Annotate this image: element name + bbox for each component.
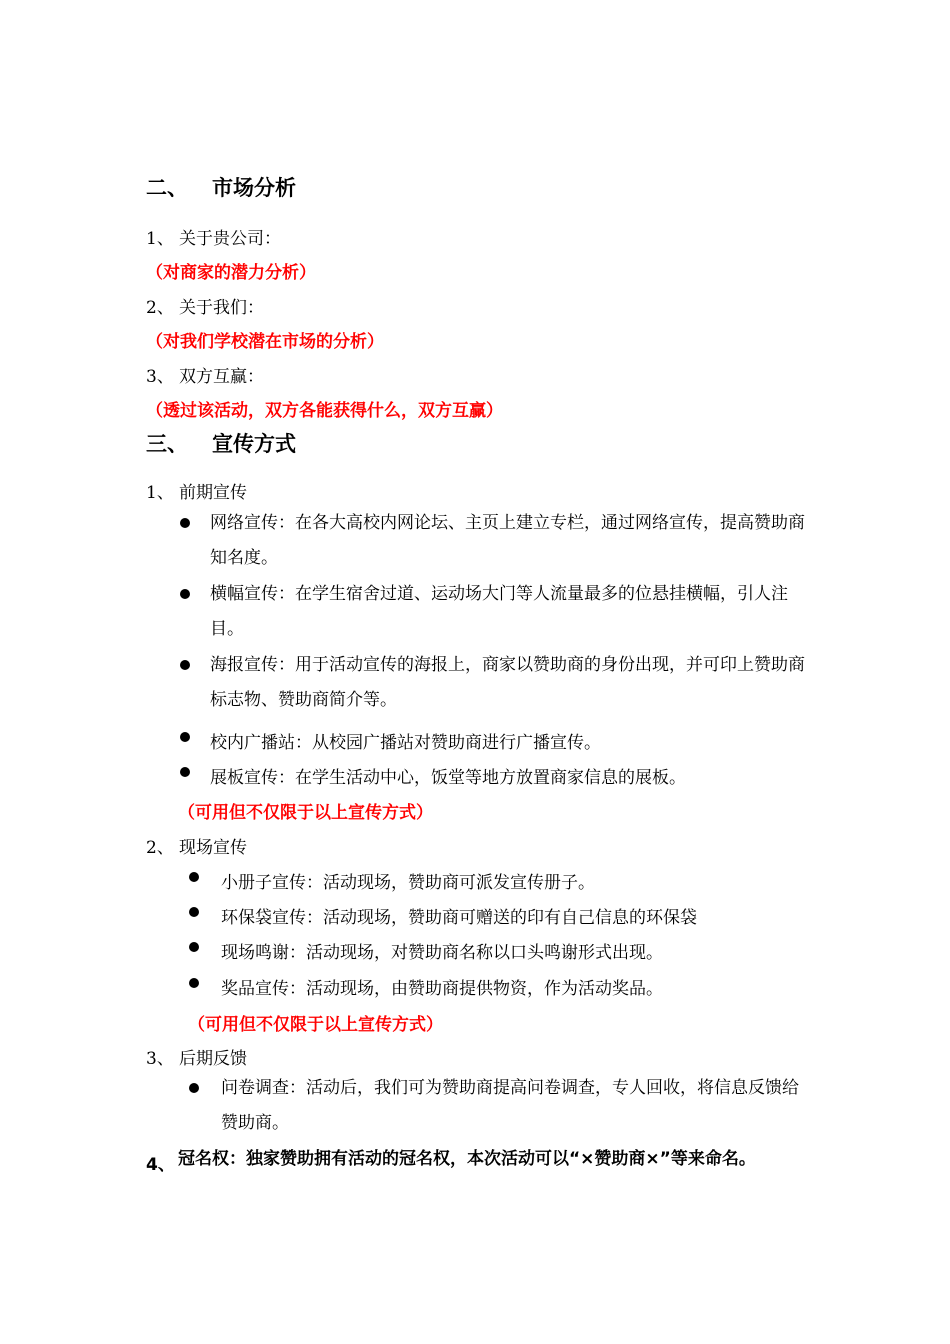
item-number: 2、 (146, 298, 174, 318)
promo-onsite-heading (146, 833, 247, 858)
section-heading-promo (146, 428, 296, 458)
onsite-note: （可用但不仅限于以上宣传方式） (188, 1015, 443, 1035)
market-item-2 (146, 293, 264, 318)
item-text: 前期宣传 (179, 483, 247, 503)
section-number: 二、 (146, 176, 188, 200)
bullet-icon (189, 907, 199, 917)
pre-bullet-4: 校内广播站：从校园广播站对赞助商进行广播宣传。 (210, 733, 601, 753)
pre-bullet-3: 海报宣传：用于活动宣传的海报上，商家以赞助商的身份出现，并可印上赞助商标志物、赞助商简介等。 (210, 655, 805, 710)
bullet-icon (189, 872, 199, 882)
market-item-3 (146, 362, 264, 387)
promo-pre-heading (146, 478, 247, 503)
naming-number: 4、 (146, 1155, 175, 1175)
onsite-bullet-4: 奖品宣传：活动现场，由赞助商提供物资，作为活动奖品。 (221, 979, 663, 999)
item-number: 1、 (146, 483, 174, 503)
item-text: 关于贵公司： (179, 229, 281, 249)
pre-bullet-1: 网络宣传：在各大高校内网论坛、主页上建立专栏，通过网络宣传，提高赞助商知名度。 (210, 513, 805, 568)
bullet-icon (189, 1083, 199, 1093)
post-bullet-1: 问卷调查：活动后，我们可为赞助商提高问卷调查，专人回收，将信息反馈给赞助商。 (221, 1078, 799, 1133)
bullet-icon (180, 732, 190, 742)
item-text: 双方互赢： (179, 367, 264, 387)
bullet-icon (189, 978, 199, 988)
onsite-bullet-3: 现场鸣谢：活动现场，对赞助商名称以口头鸣谢形式出现。 (221, 943, 663, 963)
item-text: 现场宣传 (179, 838, 247, 858)
pre-bullet-5: 展板宣传：在学生活动中心，饭堂等地方放置商家信息的展板。 (210, 768, 686, 788)
item-text: 后期反馈 (179, 1049, 247, 1069)
market-note-3: （透过该活动，双方各能获得什么，双方互赢） (146, 401, 503, 421)
item-number: 1、 (146, 229, 174, 249)
onsite-bullet-2: 环保袋宣传：活动现场，赞助商可赠送的印有自己信息的环保袋 (221, 908, 697, 928)
bullet-icon (180, 767, 190, 777)
item-number: 2、 (146, 838, 174, 858)
item-number: 3、 (146, 1049, 174, 1069)
pre-note: （可用但不仅限于以上宣传方式） (178, 803, 433, 823)
onsite-bullet-1: 小册子宣传：活动现场，赞助商可派发宣传册子。 (221, 873, 595, 893)
bullet-icon (180, 660, 190, 670)
section-title: 宣传方式 (212, 432, 296, 456)
item-number: 3、 (146, 367, 174, 387)
section-heading-market (146, 172, 296, 202)
pre-bullet-2: 横幅宣传：在学生宿舍过道、运动场大门等人流量最多的位悬挂横幅，引人注目。 (210, 584, 788, 639)
section-number: 三、 (146, 432, 188, 456)
bullet-icon (189, 942, 199, 952)
promo-post-heading (146, 1044, 247, 1069)
market-note-2: （对我们学校潜在市场的分析） (146, 332, 384, 352)
market-note-1: （对商家的潜力分析） (146, 263, 316, 283)
section-title: 市场分析 (212, 176, 296, 200)
naming-text: 冠名权：独家赞助拥有活动的冠名权，本次活动可以“×赞助商×”等来命名。 (178, 1149, 756, 1169)
item-text: 关于我们： (179, 298, 264, 318)
bullet-icon (180, 518, 190, 528)
bullet-icon (180, 589, 190, 599)
market-item-1 (146, 224, 281, 249)
